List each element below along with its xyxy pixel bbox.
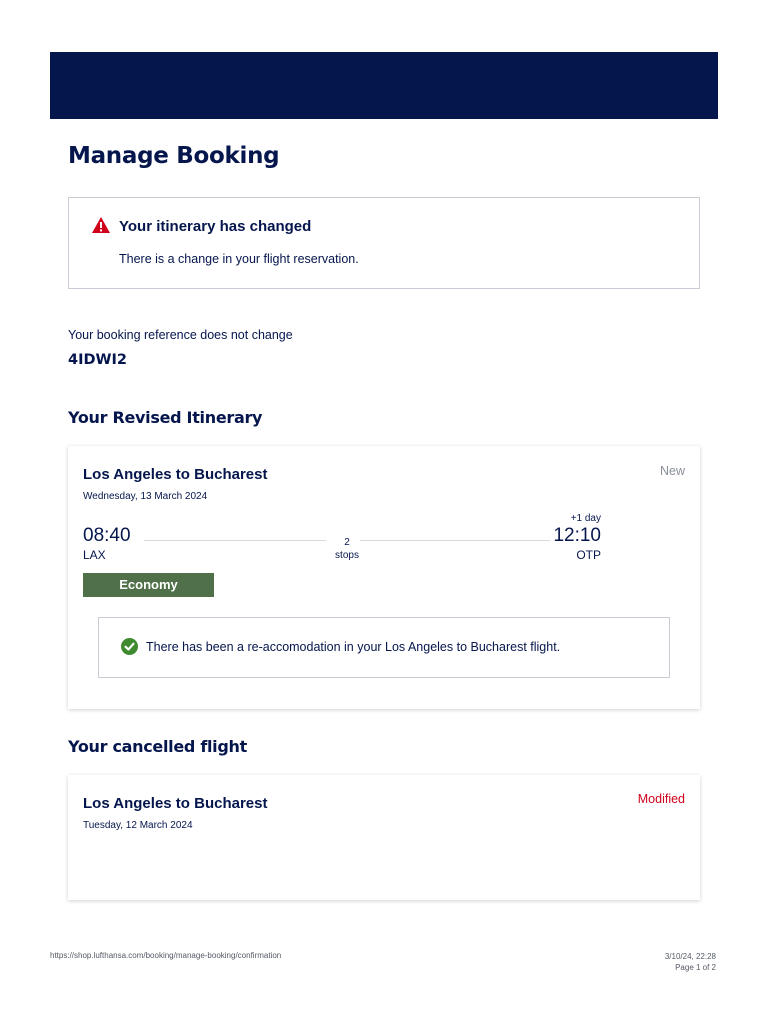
route-line xyxy=(360,540,550,541)
revised-itinerary-heading: Your Revised Itinerary xyxy=(68,408,263,427)
cancelled-flight-heading: Your cancelled flight xyxy=(68,737,247,756)
arrival-airport: OTP xyxy=(576,548,601,562)
footer-page-number: Page 1 of 2 xyxy=(675,963,716,972)
itinerary-change-alert xyxy=(68,197,700,289)
arrival-time: 12:10 xyxy=(553,525,601,546)
flight-route: Los Angeles to Bucharest xyxy=(83,466,268,483)
header-bar xyxy=(50,52,718,119)
day-offset: +1 day xyxy=(570,513,601,524)
reaccommodation-notice xyxy=(98,617,670,678)
page-title: Manage Booking xyxy=(68,143,280,169)
departure-time: 08:40 xyxy=(83,525,131,546)
departure-airport: LAX xyxy=(83,548,106,562)
warning-icon xyxy=(91,216,111,234)
stops-count: 2 xyxy=(344,537,350,548)
revised-flight-card xyxy=(68,446,700,709)
alert-title: Your itinerary has changed xyxy=(119,218,312,235)
booking-reference-label: Your booking reference does not change xyxy=(68,328,293,342)
flight-date: Wednesday, 13 March 2024 xyxy=(83,491,208,502)
flight-date: Tuesday, 12 March 2024 xyxy=(83,820,193,831)
route-line xyxy=(144,540,326,541)
alert-text: There is a change in your flight reservation. xyxy=(119,252,359,266)
cabin-class-badge: Economy xyxy=(83,573,214,597)
flight-route: Los Angeles to Bucharest xyxy=(83,795,268,812)
status-badge: New xyxy=(659,464,685,478)
booking-reference-code: 4IDWI2 xyxy=(68,352,127,368)
footer-url: https://shop.lufthansa.com/booking/manage-booking/confirmation xyxy=(50,951,282,960)
status-badge: Modified xyxy=(637,792,685,806)
stops-label: stops xyxy=(335,550,359,561)
check-circle-icon xyxy=(121,638,138,655)
footer-page-info xyxy=(665,951,716,973)
cancelled-flight-card xyxy=(68,775,700,900)
footer-datetime: 3/10/24, 22:28 xyxy=(664,952,716,961)
reaccommodation-text: There has been a re-accomodation in your Los Angeles to Bucharest flight. xyxy=(146,640,561,654)
